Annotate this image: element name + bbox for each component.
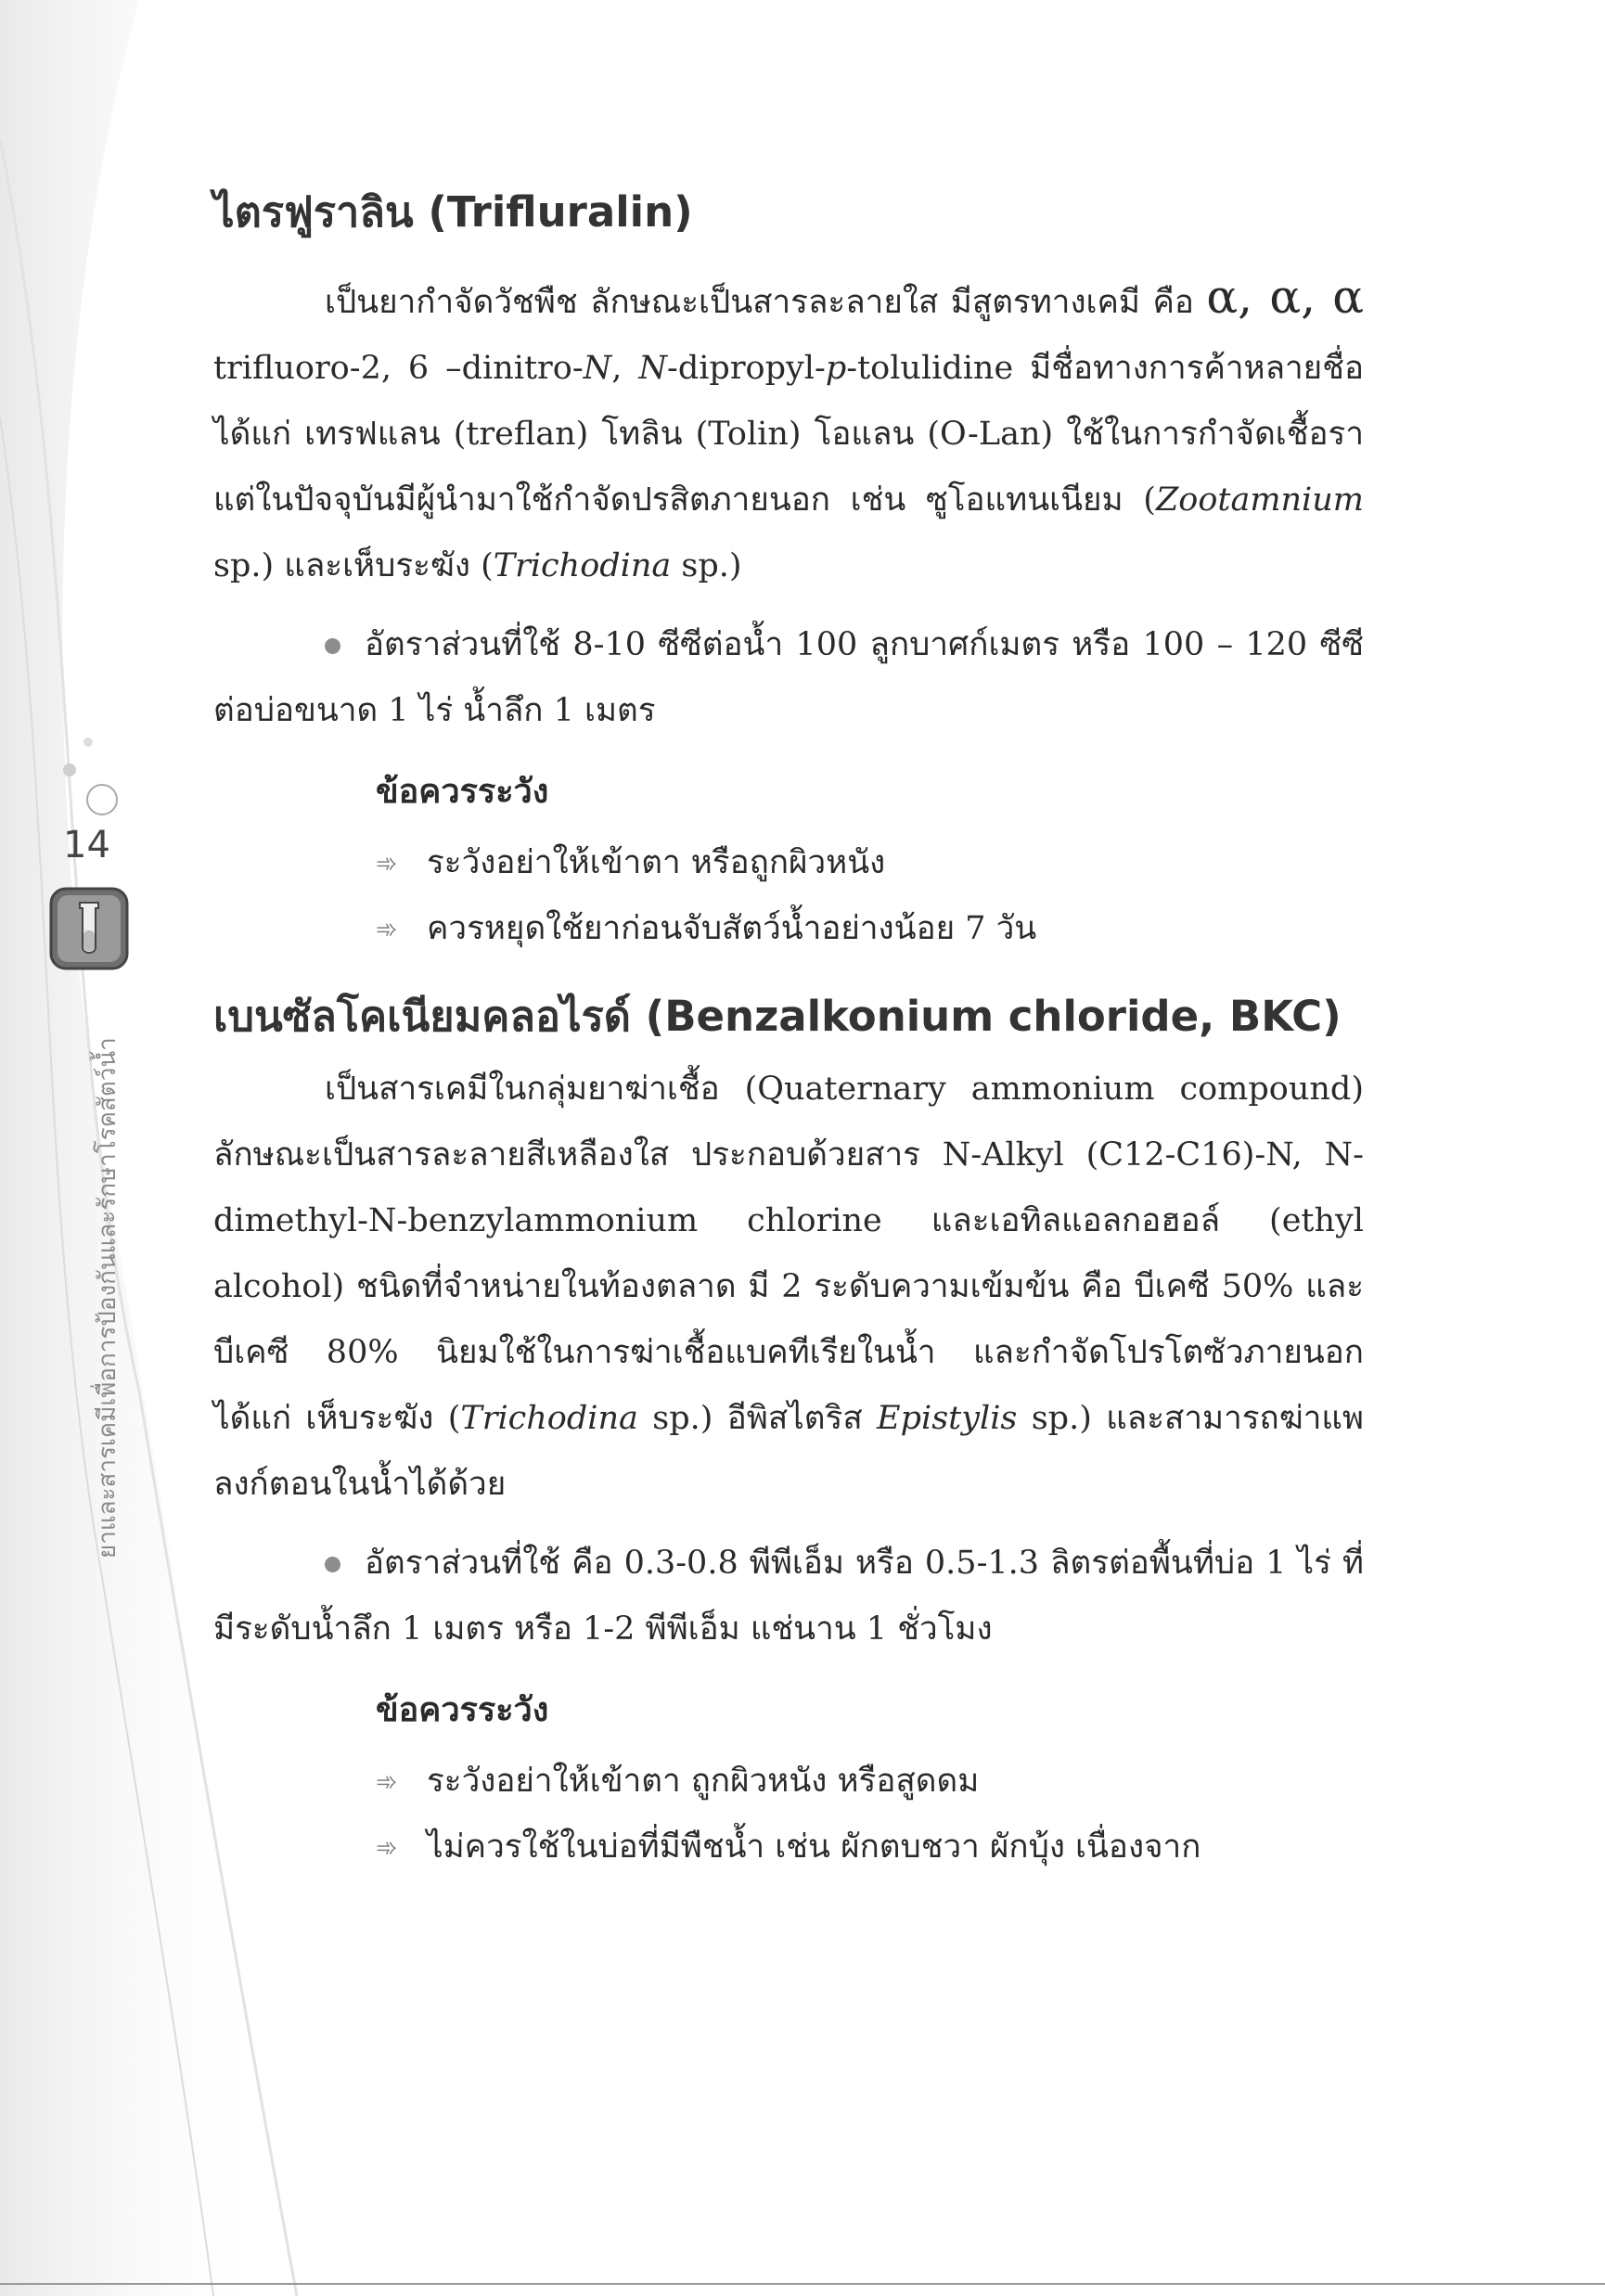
section-title-bkc: เบนซัลโคเนียมคลอไรด์ (Benzalkonium chloride, BKC) bbox=[213, 991, 1342, 1041]
side-title: ยาและสารเคมีเพื่อการป้องกันและรักษาโรคสัตว์น้ำ bbox=[94, 1037, 122, 1558]
section-title-trifluralin: ไตรฟูราลิน (Trifluralin) bbox=[213, 187, 693, 237]
caution-item: ➾ ระวังอย่าให้เข้าตา หรือถูกผิวหนัง bbox=[376, 830, 1364, 896]
caution-item: ➾ ควรหยุดใช้ยาก่อนจับสัตว์น้ำอย่างน้อย 7 วัน bbox=[376, 896, 1364, 962]
test-tube-icon bbox=[48, 886, 130, 971]
arrow-icon: ➾ bbox=[376, 847, 398, 879]
bkc-description: เป็นสารเคมีในกลุ่มยาฆ่าเชื้อ (Quaternary ammonium compound) ลักษณะเป็นสารละลายสีเหลืองใส ประกอบด้วยสาร N-Alkyl (C12-C16)-N, N-dimethyl-N-benzylammonium chlorine และเอทิลแอลกอฮอล์ (ethyl alcohol) ชนิดที่จำหน่ายในท้องตลาด มี 2 ระดับความเข้มข้น คือ บีเคซี 50% และบีเคซี 80% นิยมใช้ในการฆ่าเชื้อแบคทีเรียในน้ำ และกำจัดโปรโตซัวภายนอก ได้แก่ เห็บระฆัง (Trichodina sp.) อีพิสไตริส Epistylis sp.) และสามารถฆ่าแพลงก์ตอนในน้ำได้ด้วย bbox=[213, 1071, 1364, 1503]
trifluralin-dosage: อัตราส่วนที่ใช้ 8-10 ซีซีต่อน้ำ 100 ลูกบาศก์เมตร หรือ 100 – 120 ซีซี ต่อบ่อขนาด 1 ไร่ น้ำลึก 1 เมตร bbox=[213, 625, 1364, 729]
trifluralin-description: เป็นยากำจัดวัชพืช ลักษณะเป็นสารละลายใส มีสูตรทางเคมี คือ α, α, α trifluoro-2, 6 –dinitro-N, N-dipropyl-p-tolulidine มีชื่อทางการค้าหลายชื่อ ได้แก่ เทรฟแลน (treflan) โทลิน (Tolin) โอแลน (O-Lan) ใช้ในการกำจัดเชื้อรา แต่ในปัจจุบันมีผู้นำมาใช้กำจัดปรสิตภายนอก เช่น ซูโอแทนเนียม (Zootamnium sp.) และเห็บระฆัง (Trichodina sp.) bbox=[213, 269, 1364, 584]
bullet-dot-icon bbox=[325, 1557, 340, 1572]
alpha-symbols: α, α, α bbox=[1206, 269, 1364, 324]
trifluralin-caution-title: ข้อควรระวัง bbox=[376, 771, 549, 811]
arrow-icon: ➾ bbox=[376, 1832, 398, 1863]
bkc-caution-title: ข้อควรระวัง bbox=[376, 1690, 549, 1729]
page-number: 14 bbox=[63, 824, 110, 866]
page-content bbox=[213, 186, 1364, 1880]
bullet-dot-icon bbox=[325, 638, 340, 654]
caution-item: ➾ ระวังอย่าให้เข้าตา ถูกผิวหนัง หรือสูดดม bbox=[376, 1749, 1364, 1815]
bkc-dosage: อัตราส่วนที่ใช้ คือ 0.3-0.8 พีพีเอ็ม หรือ 0.5-1.3 ลิตรต่อพื้นที่บ่อ 1 ไร่ ที่มีระดับน้ำลึก 1 เมตร หรือ 1-2 พีพีเอ็ม แช่นาน 1 ชั่วโมง bbox=[213, 1545, 1364, 1648]
caution-item: ➾ ไม่ควรใช้ในบ่อที่มีพืชน้ำ เช่น ผักตบชวา ผักบุ้ง เนื่องจาก bbox=[376, 1815, 1364, 1880]
arrow-icon: ➾ bbox=[376, 913, 398, 944]
arrow-icon: ➾ bbox=[376, 1766, 398, 1797]
